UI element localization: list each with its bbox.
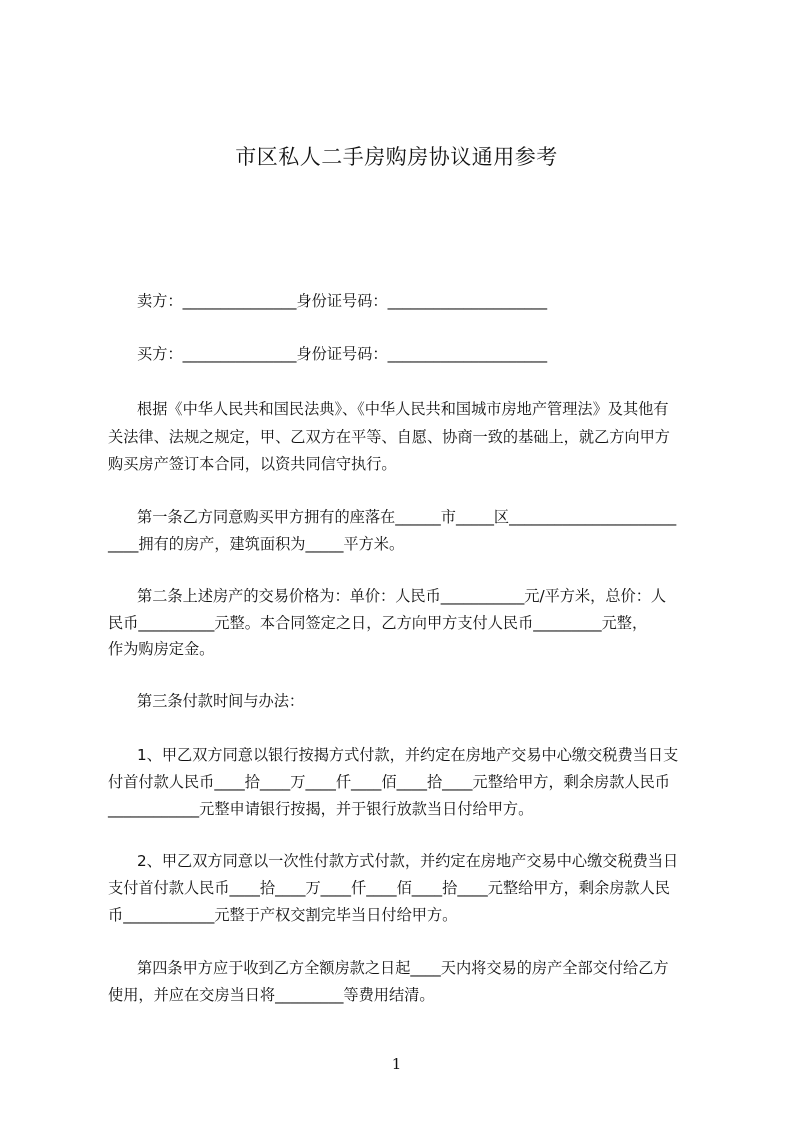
article-4-line-2: 使用，并应在交房当日将_________等费用结清。 — [108, 986, 435, 1004]
article-1-line-2: ____拥有的房产，建筑面积为_____平方米。 — [108, 535, 405, 553]
article-3-heading: 第三条付款时间与办法： — [137, 692, 305, 710]
article-4-line-1: 第四条甲方应于收到乙方全额房款之日起____天内将交易的房产全部交付给乙方 — [137, 959, 669, 977]
article-3-item-2-line-3: 币____________元整于产权交割完毕当日付给甲方。 — [108, 906, 458, 924]
article-2-line-3: 作为购房定金。 — [108, 640, 215, 658]
preamble-line-1: 根据《中华人民共和国民法典》、《中华人民共和国城市房地产管理法》及其他有 — [137, 400, 669, 418]
article-3-item-1-line-3: ____________元整申请银行按揭，并于银行放款当日付给甲方。 — [108, 800, 534, 818]
article-2-line-1: 第二条上述房产的交易价格为：单价：人民币___________元/平方米，总价：人 — [137, 587, 667, 605]
seller-line: 卖方：_______________身份证号码：_____________________ — [137, 292, 548, 310]
article-3-item-1-line-2: 付首付款人民币____拾____万____仟____佰____拾____元整给甲方，剩余房款人民币 — [108, 773, 670, 791]
preamble-line-3: 购买房产签订本合同，以资共同信守执行。 — [108, 455, 397, 473]
preamble-line-2: 关法律、法规之规定，甲、乙双方在平等、自愿、协商一致的基础上，就乙方向甲方 — [108, 428, 670, 446]
article-3-item-2-line-2: 支付首付款人民币____拾____万____仟____佰____拾____元整给甲方，剩余房款人民 — [108, 879, 670, 897]
page-number: 1 — [391, 1055, 402, 1073]
buyer-line: 买方：_______________身份证号码：_____________________ — [137, 345, 548, 363]
article-3-item-1-line-1: 1、甲乙双方同意以银行按揭方式付款，并约定在房地产交易中心缴交税费当日支 — [137, 746, 679, 764]
article-3-item-2-line-1: 2、甲乙双方同意以一次性付款方式付款，并约定在房地产交易中心缴交税费当日 — [137, 852, 679, 870]
article-2-line-2: 民币__________元整。本合同签定之日，乙方向甲方支付人民币_________元整， — [108, 614, 648, 632]
document-title: 市区私人二手房购房协议通用参考 — [235, 145, 558, 169]
article-1-line-1: 第一条乙方同意购买甲方拥有的座落在______市_____区______________________ — [137, 508, 677, 526]
